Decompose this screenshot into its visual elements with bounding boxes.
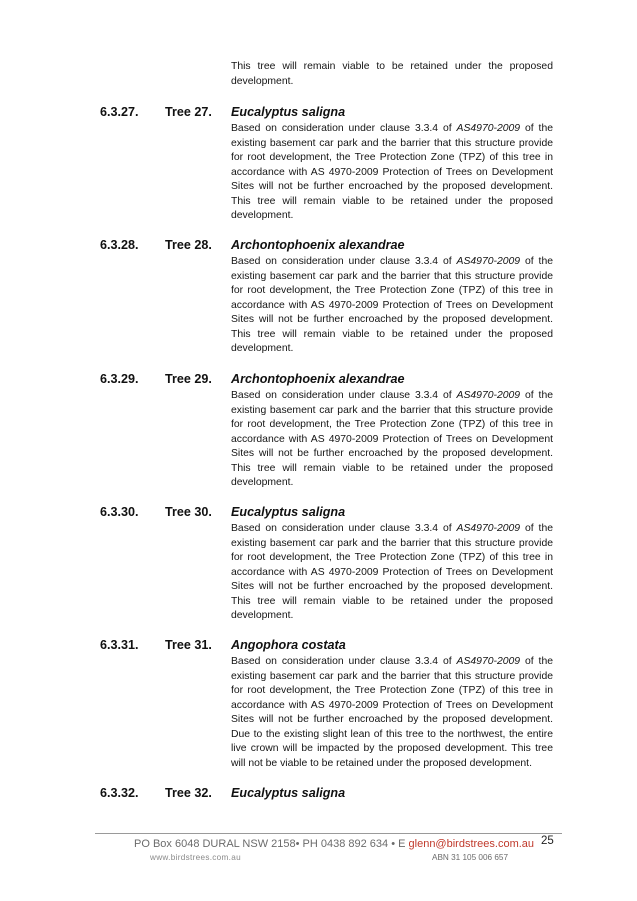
section-heading <box>100 105 553 122</box>
species-name: Archontophoenix alexandrae <box>231 238 405 252</box>
paragraph-text-end: of the existing basement car park and the barrier that this structure provide for root development, the Tree Protection Zone (TPZ) of this tree in accordance with AS 4970-2009 Protection of Trees on Development Sites will not be further encroached by the proposed development. This tree will remain viable to be retained under the proposed development. <box>231 123 554 221</box>
section-paragraph <box>231 389 553 491</box>
section-number: 6.3.27. <box>100 105 139 119</box>
paragraph-text-start: Based on consideration under clause 3.3.4 of <box>231 390 457 401</box>
page-number: 25 <box>541 835 554 847</box>
section-6-3-31 <box>100 638 553 771</box>
section-heading <box>100 786 553 803</box>
paragraph-text-end: of the existing basement car park and the barrier that this structure provide for root development, the Tree Protection Zone (TPZ) of this tree in accordance with AS 4970-2009 Protection of Trees on Development Sites will not be further encroached by the proposed development. This tree will remain viable to be retained under the proposed development. <box>231 523 554 621</box>
standard-reference: AS4970-2009 <box>456 523 521 534</box>
standard-reference: AS4970-2009 <box>456 656 521 667</box>
section-paragraph <box>231 255 553 357</box>
section-number: 6.3.31. <box>100 638 139 652</box>
paragraph-text-start: Based on consideration under clause 3.3.4 of <box>231 256 457 267</box>
footer-contact-line <box>134 838 534 850</box>
tree-label: Tree 30. <box>165 505 212 519</box>
paragraph-text-end: of the existing basement car park and the barrier that this structure provide for root development, the Tree Protection Zone (TPZ) of this tree in accordance with AS 4970-2009 Protection of Trees on Development Sites will not be further encroached by the proposed development. This tree will remain viable to be retained under the proposed development. <box>231 390 554 488</box>
section-6-3-28 <box>100 238 553 357</box>
section-number: 6.3.30. <box>100 505 139 519</box>
tree-label: Tree 28. <box>165 238 212 252</box>
paragraph-text-end: of the existing basement car park and the barrier that this structure provide for root development, the Tree Protection Zone (TPZ) of this tree in accordance with AS 4970-2009 Protection of Trees on Development Sites will not be further encroached by the proposed development. This tree will remain viable to be retained under the proposed development. <box>231 256 554 354</box>
tree-label: Tree 32. <box>165 786 212 800</box>
footer-email-link[interactable]: glenn@birdstrees.com.au <box>408 838 535 850</box>
footer-website-link[interactable]: www.birdstrees.com.au <box>150 853 241 862</box>
section-number: 6.3.32. <box>100 786 139 800</box>
section-6-3-27 <box>100 105 553 224</box>
tree-label: Tree 31. <box>165 638 212 652</box>
section-paragraph <box>231 655 553 771</box>
section-6-3-30 <box>100 505 553 624</box>
tree-label: Tree 27. <box>165 105 212 119</box>
footer-abn: ABN 31 105 006 657 <box>432 853 509 862</box>
species-name: Eucalyptus saligna <box>231 505 346 519</box>
species-name: Eucalyptus saligna <box>231 786 346 800</box>
species-name: Archontophoenix alexandrae <box>231 372 405 386</box>
section-heading <box>100 638 553 655</box>
section-paragraph <box>231 122 553 224</box>
footer-contact-details: PO Box 6048 DURAL NSW 2158• PH 0438 892 634 • E <box>134 838 409 850</box>
section-6-3-32 <box>100 786 553 803</box>
section-heading <box>100 238 553 255</box>
section-6-3-29 <box>100 372 553 491</box>
section-number: 6.3.28. <box>100 238 139 252</box>
section-paragraph <box>231 522 553 624</box>
paragraph-text-end: of the existing basement car park and the barrier that this structure provide for root development, the Tree Protection Zone (TPZ) of this tree in accordance with AS 4970-2009 Protection of Trees on Development Sites will not be further encroached by the proposed development. Due to the existing slight lean of this tree to the northwest, the entire live crown will be impacted by the proposed development. This tree will not be viable to be retained under the proposed development. <box>231 656 554 769</box>
species-name: Eucalyptus saligna <box>231 105 346 119</box>
tree-label: Tree 29. <box>165 372 212 386</box>
footer-divider <box>95 833 562 834</box>
standard-reference: AS4970-2009 <box>456 390 521 401</box>
paragraph-text-start: Based on consideration under clause 3.3.4 of <box>231 523 457 534</box>
intro-paragraph: This tree will remain viable to be retained under the proposed development. <box>231 61 553 87</box>
standard-reference: AS4970-2009 <box>456 123 521 134</box>
section-heading <box>100 372 553 389</box>
paragraph-text-start: Based on consideration under clause 3.3.4 of <box>231 656 457 667</box>
section-number: 6.3.29. <box>100 372 139 386</box>
standard-reference: AS4970-2009 <box>456 256 521 267</box>
section-heading <box>100 505 553 522</box>
paragraph-text-start: Based on consideration under clause 3.3.4 of <box>231 123 457 134</box>
species-name: Angophora costata <box>231 638 346 652</box>
